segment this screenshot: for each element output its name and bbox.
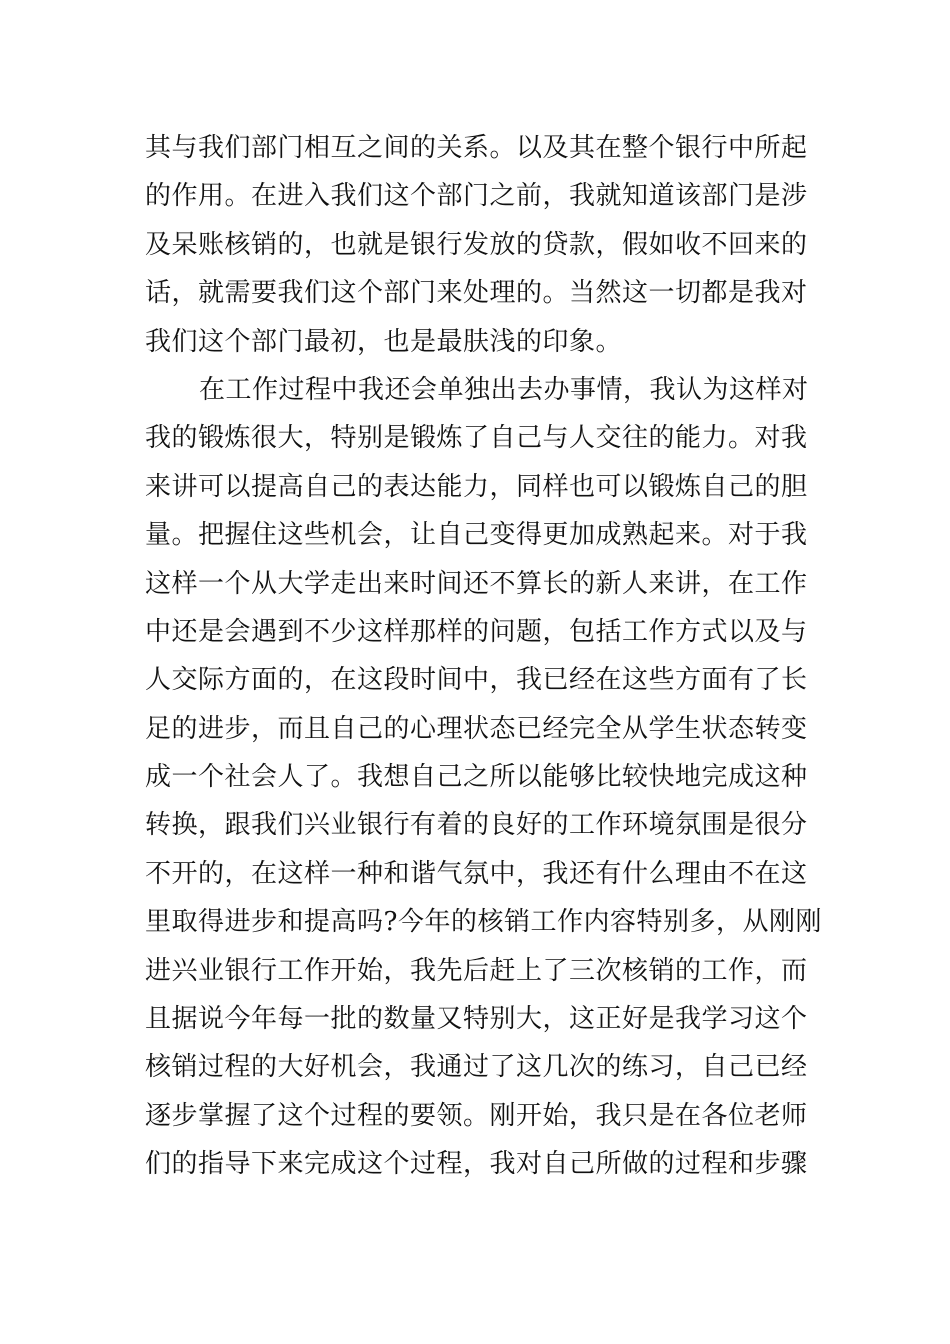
text-line: 进兴业银行工作开始，我先后赶上了三次核销的工作，而 bbox=[145, 955, 808, 986]
text-line: 转换，跟我们兴业银行有着的良好的工作环境氛围是很分 bbox=[145, 810, 808, 841]
text-line: 成一个社会人了。我想自己之所以能够比较快地完成这种 bbox=[145, 762, 808, 793]
text-line: 里取得进步和提高吗?今年的核销工作内容特别多，从刚刚 bbox=[145, 907, 822, 938]
text-line: 及呆账核销的，也就是银行发放的贷款，假如收不回来的 bbox=[145, 229, 808, 260]
text-line: 核销过程的大好机会，我通过了这几次的练习，自己已经 bbox=[145, 1052, 808, 1083]
text-line: 人交际方面的，在这段时间中，我已经在这些方面有了长 bbox=[145, 665, 808, 696]
text-line: 我的锻炼很大，特别是锻炼了自己与人交往的能力。对我 bbox=[145, 423, 808, 454]
body-text bbox=[145, 124, 822, 1189]
text-line: 的作用。在进入我们这个部门之前，我就知道该部门是涉 bbox=[145, 181, 808, 212]
text-line: 不开的，在这样一种和谐气氛中，我还有什么理由不在这 bbox=[145, 858, 808, 889]
text-line: 来讲可以提高自己的表达能力，同样也可以锻炼自己的胆 bbox=[145, 471, 808, 502]
text-line: 中还是会遇到不少这样那样的问题，包括工作方式以及与 bbox=[145, 616, 808, 647]
text-line: 话，就需要我们这个部门来处理的。当然这一切都是我对 bbox=[145, 278, 808, 309]
text-line: 我们这个部门最初，也是最肤浅的印象。 bbox=[145, 326, 623, 357]
paragraph-first-line: 在工作过程中我还会单独出去办事情，我认为这样对 bbox=[199, 374, 809, 405]
text-line: 这样一个从大学走出来时间还不算长的新人来讲，在工作 bbox=[145, 568, 808, 599]
text-line: 其与我们部门相互之间的关系。以及其在整个银行中所起 bbox=[145, 133, 808, 163]
text-line: 且据说今年每一批的数量又特别大，这正好是我学习这个 bbox=[145, 1004, 808, 1035]
text-line: 们的指导下来完成这个过程，我对自己所做的过程和步骤 bbox=[145, 1149, 808, 1180]
text-line: 足的进步，而且自己的心理状态已经完全从学生状态转变 bbox=[145, 713, 808, 744]
text-line: 逐步掌握了这个过程的要领。刚开始，我只是在各位老师 bbox=[145, 1100, 808, 1131]
text-line: 量。把握住这些机会，让自己变得更加成熟起来。对于我 bbox=[145, 520, 808, 551]
